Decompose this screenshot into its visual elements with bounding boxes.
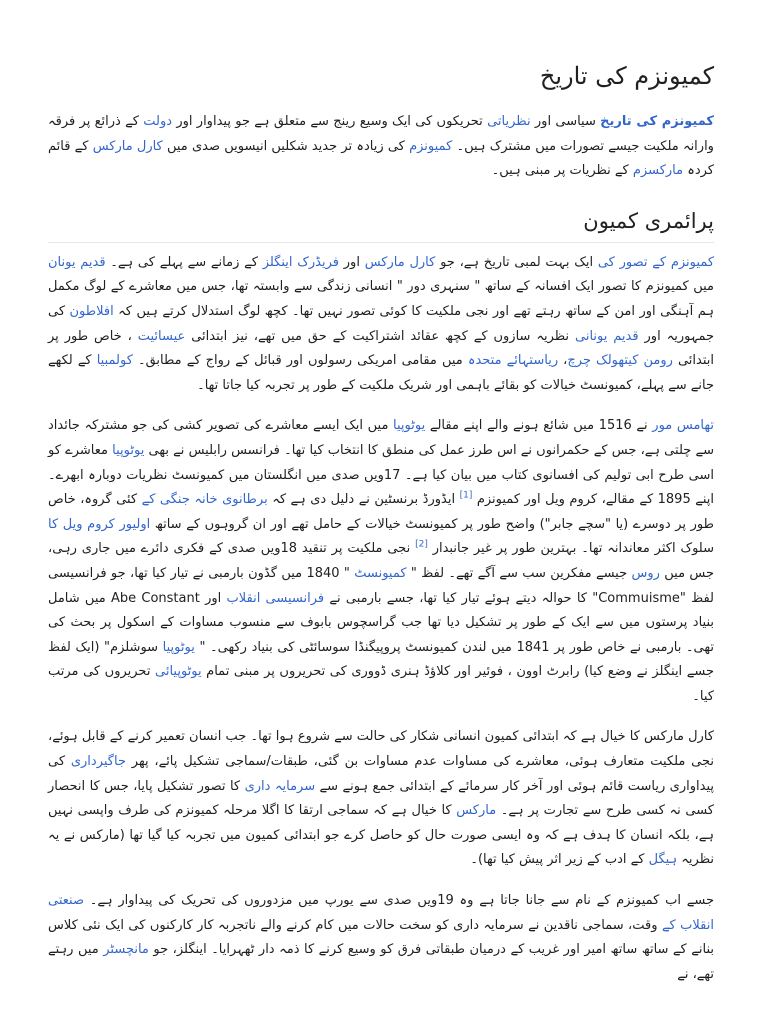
wiki-link[interactable]: یوٹوپیا bbox=[393, 418, 426, 434]
wiki-link[interactable]: فرانسیسی انقلاب bbox=[226, 590, 325, 606]
text-run: کی پیداواری ریاست قائم ہوئی اور آخر کار سرمائے کے ابتدائی جمع ہونے سے bbox=[48, 754, 715, 794]
text-run: معاشرے کو اسی طرح ابی تولیم کی افسانوی کتاب میں بیان کیا ہے۔ 17ویں صدی میں انگلستان میں کمیونسٹ نظریات دوبارہ ابھرے۔ اپنے 1895 کے مقالے، کروم ویل اور کمیونزم bbox=[48, 442, 714, 508]
wiki-link[interactable]: مارکس bbox=[456, 803, 497, 819]
text-run: ، خاص طور پر ابتدائی bbox=[48, 328, 715, 369]
text-run: وقت، سماجی ناقدین نے سرمایہ داری کو سخت حالات میں کام کرنے والے ناتجربہ کار کارکنوں کی ایک نئی کلاس بنانے کے ساتھ ساتھ امیر اور غریب کے درمیان طبقاتی فرق کو وسیع کرنے کا ذمہ دار ٹھہرایا۔ اینگلز، جو bbox=[48, 917, 714, 958]
text-run: جیسے مفکرین سب سے آگے تھے۔ لفظ " bbox=[406, 565, 632, 581]
wiki-link[interactable]: یوٹوپیائی bbox=[155, 664, 202, 680]
text-run: کی زیادہ تر جدید شکلیں انیسویں صدی میں bbox=[162, 138, 410, 154]
text-run: نظریہ سازوں کے کچھ عقائد اشتراکیت کے حق میں تھے، نیز ابتدائی bbox=[185, 328, 575, 344]
text-run: ، bbox=[558, 353, 568, 369]
citation-link[interactable] bbox=[415, 541, 428, 556]
wiki-link[interactable]: کارل مارکس bbox=[364, 254, 436, 270]
section-heading: پرائمری کمیون bbox=[48, 206, 714, 243]
wiki-link[interactable]: نظریاتی bbox=[487, 114, 531, 129]
wiki-link[interactable]: یوٹوپیا bbox=[162, 639, 195, 655]
text-run: کی جمہوریہ اور bbox=[48, 303, 715, 344]
wiki-link[interactable]: روس bbox=[631, 565, 660, 581]
wiki-link[interactable]: ریاستہائے متحدہ bbox=[467, 353, 559, 369]
wiki-link[interactable]: ہیگل bbox=[648, 852, 678, 868]
citation-mark[interactable]: [1] bbox=[459, 490, 473, 501]
text-run: اور Abe Constant میں شامل بنیاد پرستوں میں سے ایک کے طور پر تشکیل دیا تھا جب گراسچوس بابوف سے منسوب مساوات کے اسکول پر بحث کی تھی۔ بارمبی نے خاص طور پر 1841 میں لندن کمیونسٹ پروپیگنڈا سوسائٹی کی بنیاد رکھی۔ " bbox=[48, 590, 714, 655]
text-run: کے نظریات پر مبنی ہیں۔ bbox=[491, 163, 633, 179]
text-run: ایڈورڈ برنسٹین نے دلیل دی ہے کہ bbox=[267, 492, 460, 508]
text-run: سیاسی اور bbox=[530, 114, 601, 129]
wiki-link[interactable]: فریڈرک اینگلز bbox=[262, 254, 340, 270]
text-run: میں رہتے تھے، نے bbox=[48, 942, 714, 982]
text-run: میں ایک ایسے معاشرے کی تصویر کشی کی جو مشترکہ جائداد سے چلتی ہے، جس کے حکمرانوں نے اس طرز عمل کی منطق کا انتخاب کیا تھا۔ فرانسس رابلیس نے بھی bbox=[48, 418, 714, 458]
text-run: کے لکھے جانے سے پہلے، کمیونسٹ خیالات کو بقائے باہمی اور شریک ملکیت کے طور پر تجربہ کیا جاتا تھا۔ bbox=[48, 353, 714, 393]
text-run: " 1840 میں گڈون بارمبی نے تیار کیا تھا، جو فرانسیسی لفظ "Commuisme" کا حوالہ دیتے ہوئے تیار کیا تھا، جسے بارمبی نے bbox=[48, 565, 715, 606]
text-run: ایک بہت لمبی تاریخ ہے، جو bbox=[435, 254, 598, 270]
text-run: کے قائم کردہ bbox=[48, 138, 714, 179]
wiki-link[interactable]: سرمایہ داری bbox=[244, 778, 316, 794]
citation-mark[interactable]: [2] bbox=[415, 539, 428, 550]
wiki-link[interactable]: کمیونسٹ bbox=[354, 565, 407, 581]
text-run: اور bbox=[339, 254, 365, 270]
paragraph bbox=[48, 414, 714, 709]
paragraph bbox=[48, 251, 714, 399]
text-run: سوشلزم" (ایک لفظ جسے اینگلز نے وضع کیا) رابرٹ اوون ، فوئیر اور کلاؤڈ ہنری ڈووری کی تحریروں پر مبنی تمام bbox=[48, 639, 714, 680]
wiki-link[interactable]: رومن کیتھولک چرچ bbox=[567, 353, 673, 369]
wiki-link[interactable]: اولیور کروم ویل کا bbox=[48, 516, 151, 532]
wiki-link[interactable]: دولت bbox=[143, 114, 173, 129]
text-run: کا خیال ہے کہ سماجی ارتقا کا اگلا مرحلہ کمیونزم کی طرف واپسی نہیں ہے، بلکہ انسان کا ہدف ہے کہ وہ ایسی صورت حال کو حاصل کرے جو ابتدائی کمیون میں تجربہ کیا گیا تھا (مارکس نے یہ نظریہ bbox=[48, 803, 714, 868]
wiki-link[interactable]: کولمبیا bbox=[96, 353, 133, 369]
text-run: میں مقامی امریکی رسولوں اور قبائل کے رواج کے مطابق۔ bbox=[132, 353, 468, 369]
text-run: کا تصور تشکیل پایا، جس کا انحصار کسی نہ کسی طرح سے تجارت پر ہے۔ bbox=[48, 778, 714, 819]
wiki-link[interactable]: کمیونزم کے تصور کی bbox=[597, 254, 715, 270]
text-run: سلوک اکثر معاندانہ تھا۔ بہترین طور پر غیر جانبدار bbox=[427, 541, 714, 557]
wiki-link[interactable]: تھامس مور bbox=[652, 418, 714, 434]
paragraph bbox=[48, 110, 714, 184]
wiki-link[interactable]: کمیونزم bbox=[409, 138, 453, 154]
text-run: میں کمیونزم کا تصور ایک افسانہ کے ساتھ " سنہری دور " انسانی زندگی سے وابستہ تھا، جس میں معاشرے کے لوگ مکمل ہم آہنگی اور امن کے ساتھ رہتے تھے اور نجی ملکیت کا کوئی تصور نہیں تھا۔ کچھ لوگ استدلال کرتے ہیں کہ bbox=[48, 279, 714, 319]
text-run: جسے اب کمیونزم کے نام سے جانا جاتا ہے وہ 19ویں صدی سے یورپ میں مزدوروں کی تحریک کی پیداوار ہے۔ bbox=[84, 893, 714, 909]
wiki-link[interactable]: جاگیرداری bbox=[70, 754, 126, 770]
text-run: کے ذرائع پر فرقہ وارانہ ملکیت جیسے تصورات میں مشترک ہیں۔ bbox=[48, 114, 714, 154]
paragraph bbox=[48, 889, 714, 987]
article-body bbox=[48, 110, 714, 987]
wiki-link[interactable]: افلاطون bbox=[69, 303, 114, 319]
wiki-link[interactable]: قدیم یونانی bbox=[574, 328, 639, 344]
wiki-link[interactable]: یوٹوپیا bbox=[112, 442, 145, 458]
wiki-link[interactable]: صنعتی انقلاب کے bbox=[48, 893, 714, 933]
wiki-link[interactable]: عیسائیت bbox=[137, 328, 186, 344]
text-run: کے زمانے سے پہلے کی ہے۔ bbox=[105, 254, 263, 270]
text-run: کے ادب کے زیر اثر پیش کیا تھا)۔ bbox=[470, 852, 649, 868]
wiki-link[interactable]: مارکسزم bbox=[632, 163, 684, 179]
wiki-link[interactable]: قدیم یونان bbox=[48, 254, 106, 270]
wiki-link[interactable]: برطانوی خانہ جنگی کے bbox=[141, 492, 268, 508]
citation-link[interactable] bbox=[460, 492, 473, 507]
paragraph bbox=[48, 725, 714, 873]
text-run: نجی ملکیت پر تنقید 18ویں صدی کے فکری دائرے میں جاری رہی، جس میں bbox=[48, 541, 714, 581]
text-run: کارل مارکس کا خیال ہے کہ ابتدائی کمیون انسانی شکار کی حالت سے شروع ہوا تھا۔ جب انسان تعمیر کرنے کے قابل ہوئے، نجی ملکیت متعارف ہوئی، معاشرے کی مساوات عدم مساوات بن گئی، طبقات/سماجی تشکیل پائے، پھر bbox=[48, 729, 714, 770]
page-title: کمیونزم کی تاریخ bbox=[539, 62, 714, 90]
text-run: نے 1516 میں شائع ہونے والے اپنے مقالے bbox=[425, 418, 653, 434]
wiki-link[interactable]: کارل مارکس bbox=[92, 138, 163, 154]
wiki-link[interactable]: مانچسٹر bbox=[103, 942, 149, 958]
wiki-link[interactable]: کمیونزم کی تاریخ bbox=[600, 114, 714, 129]
text-run: کئی گروہ، خاص طور پر دوسرے (یا "سچے جابر") واضح طور پر کمیونسٹ خیالات کے حامل تھے اور ان گروہوں کے ساتھ bbox=[48, 492, 714, 532]
text-run: تحریکوں کی ایک وسیع رینج سے متعلق ہے جو پیداوار اور bbox=[172, 114, 488, 129]
text-run: تحریروں کی مرتب کیا۔ bbox=[48, 664, 714, 704]
